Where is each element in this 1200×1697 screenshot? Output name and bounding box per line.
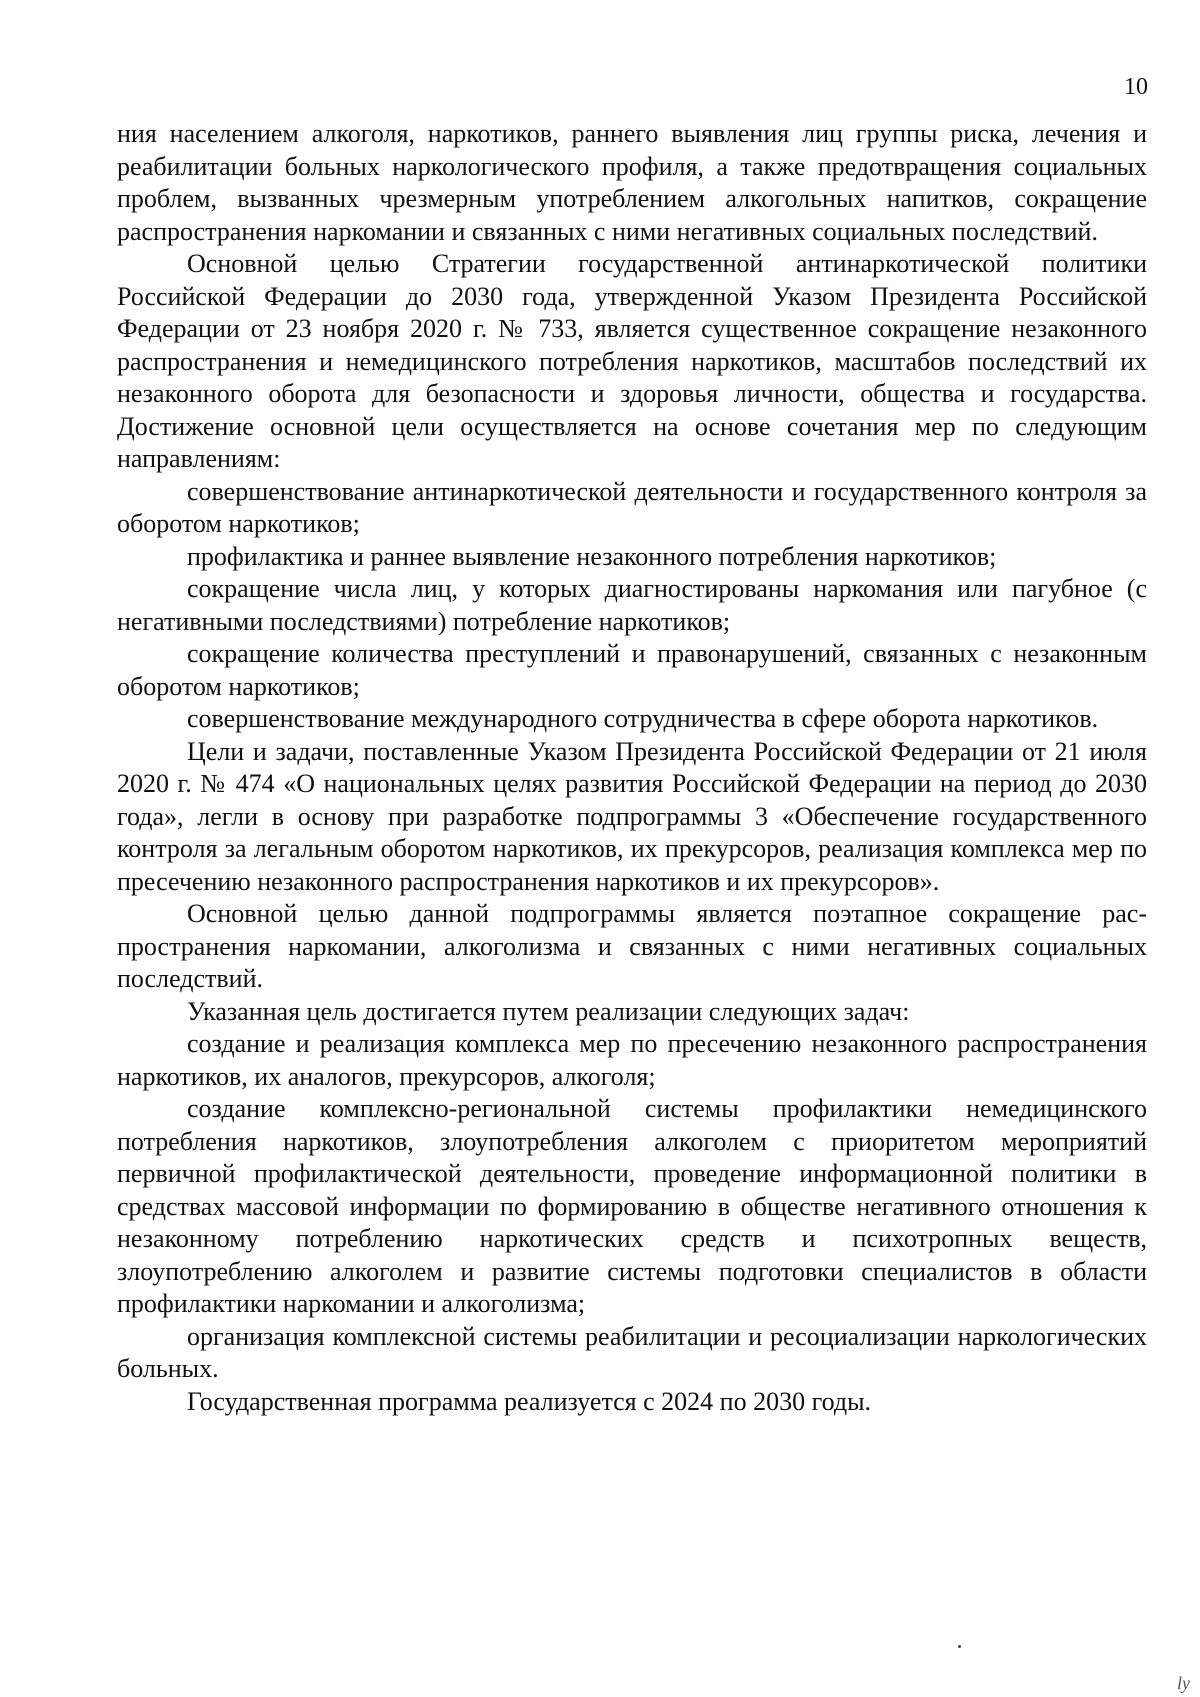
paragraph: Цели и задачи, поставленные Указом Президента Российской Федерации от 21 июля 2020 г. № 474 «О национальных целях развития Российской Федерации на период до 2030 года», легли в основу при разработке подпрограммы 3 «Обеспечение государственного контроля за легальным оборотом наркотиков, их прекурсоров, реализация комплекса мер по пресечению незаконного распространения наркотиков и их прекурсоров». <box>117 736 1147 896</box>
list-item: сокращение количества преступлений и правонарушений, связанных с незаконным оборотом наркотиков; <box>117 639 1147 701</box>
paragraph: Указанная цель достигается путем реализации следующих задач: <box>187 996 910 1026</box>
page-number: 10 <box>1124 74 1148 100</box>
corner-scan-mark: ly <box>1177 1673 1190 1693</box>
scan-dot <box>958 1645 961 1648</box>
list-item: совершенствование антинаркотической деятельности и государственного контроля за оборотом наркотиков; <box>117 476 1147 538</box>
list-item: совершенствование международного сотрудничества в сфере оборота наркотиков. <box>187 704 1099 733</box>
paragraph: Основной целью Стратегии государственной антинаркотической политики Российской Федерации до 2030 года, утвержденной Указом Президента Российской Федерации от 23 ноября 2020 г. № 733, является существенное сокращение незаконного распространения и немедицинского потребления наркотиков, масштабов последствий их незаконного оборота для безопасности и здоровья личности, общества и государства. Достижение основной цели осуществляется на основе сочетания мер по следующим направлениям: <box>117 249 1147 473</box>
list-item: сокращение числа лиц, у которых диагностированы наркомания или пагубное (с негативными последствиями) потребление наркотиков; <box>117 574 1147 636</box>
paragraph: ния населением алкоголя, наркотиков, раннего выявления лиц группы риска, лечения и реабилитации больных наркологического профиля, а также предотвращения социальных проблем, вызванных чрезмерным употреблением алкогольных напитков, сокращение распространения наркомании и связанных с ними негативных социальных последствий. <box>117 119 1147 246</box>
list-item: организация комплексной системы реабилитации и ресоциализации наркологических больных. <box>117 1321 1147 1383</box>
paragraph: Государственная программа реализуется с 2024 по 2030 годы. <box>187 1386 872 1416</box>
list-item: создание комплексно-региональной системы профилактики немедицинского потребления наркотиков, злоупотребления алкоголем с приоритетом мероприятий первичной профилактической деятельности, проведение информационной политики в средствах массовой информации по формированию в обществе негативного отношения к незаконному потреблению наркотических средств и психотропных веществ, злоупотреблению алкоголем и развитие системы подготовки специалистов в области профилактики наркомании и алкоголизма; <box>117 1094 1147 1318</box>
list-item: создание и реализация комплекса мер по пресечению незаконного распространения наркотиков, их аналогов, прекурсоров, алкоголя; <box>117 1029 1147 1091</box>
paragraph: Основной целью данной подпрограммы является поэтапное сокращение распространения наркомании, алкоголизма и связанных с ними негативных социальных последствий. <box>117 899 1147 993</box>
list-item: профилактика и раннее выявление незаконного потребления наркотиков; <box>187 541 997 571</box>
document-body <box>117 118 1147 1418</box>
